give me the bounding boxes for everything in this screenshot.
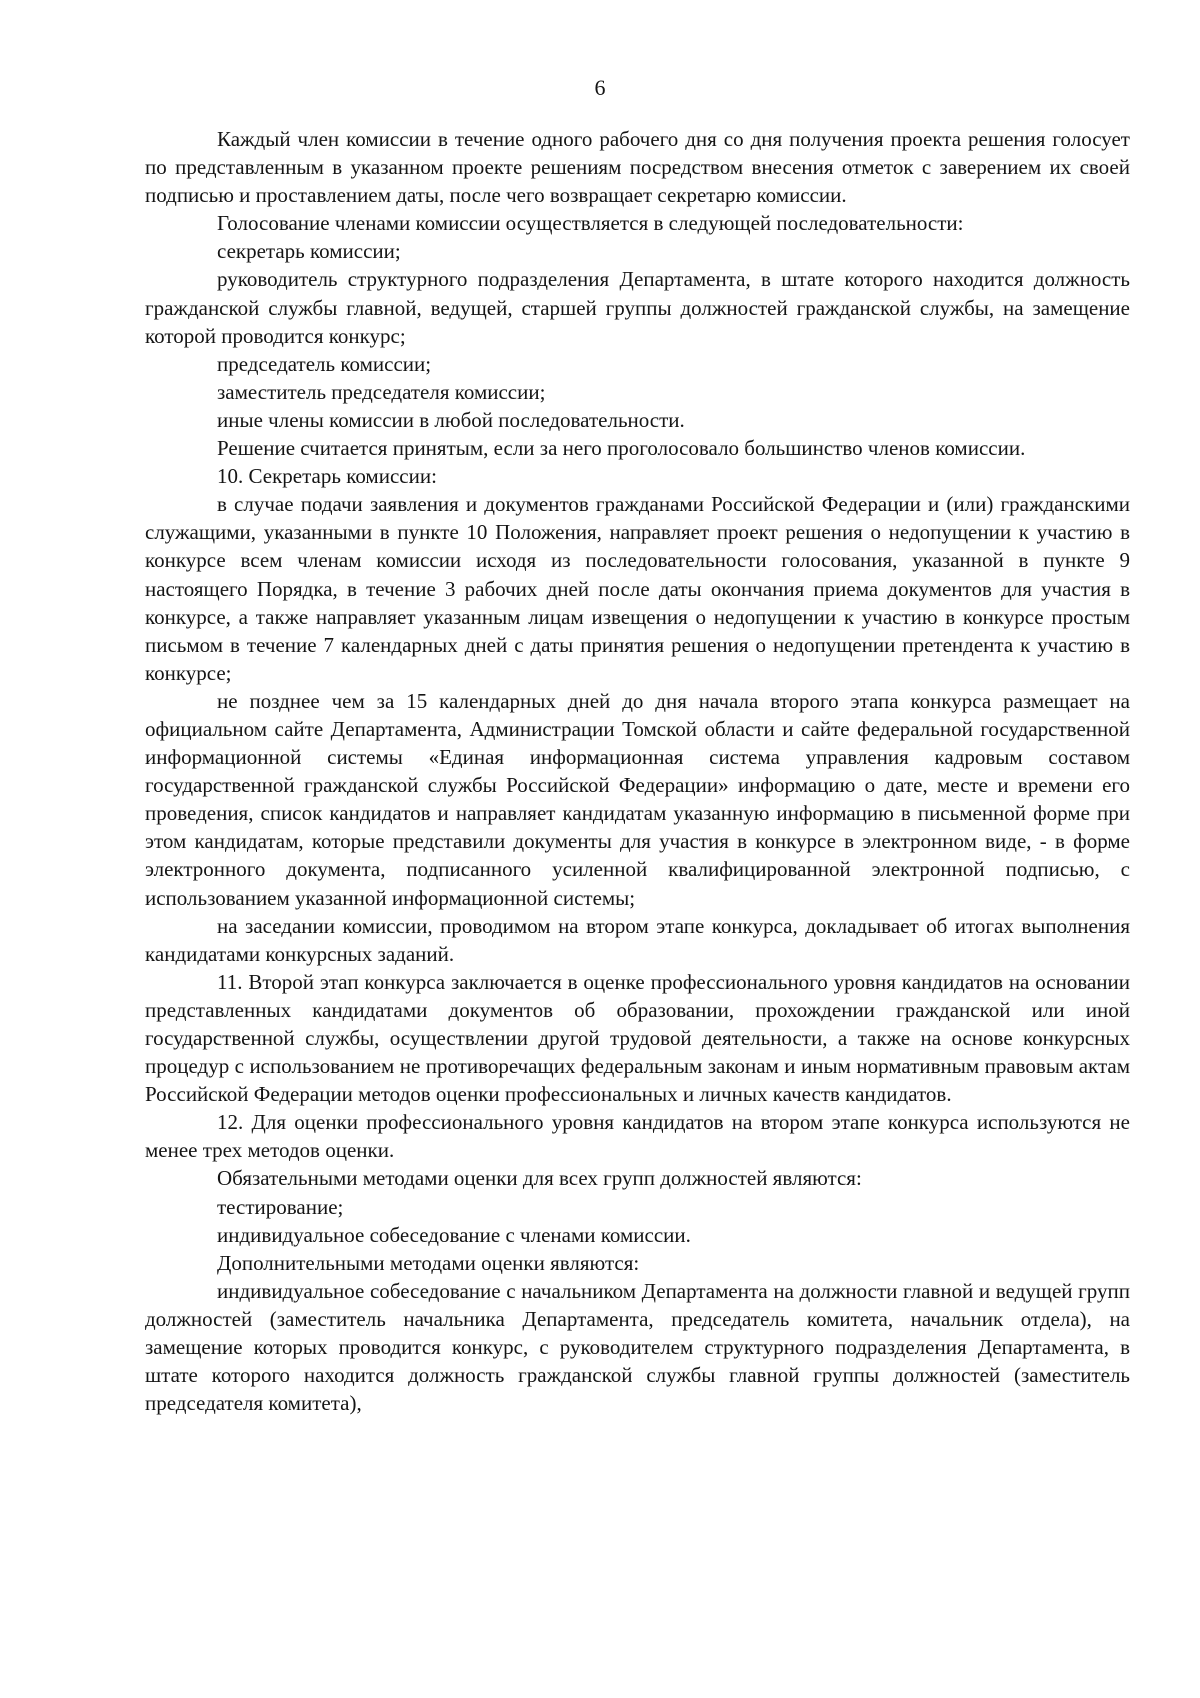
paragraph: 12. Для оценки профессионального уровня кандидатов на втором этапе конкурса используются не менее трех методов оценки. <box>145 1110 1130 1163</box>
paragraph: заместитель председателя комиссии; <box>217 379 546 404</box>
paragraph: секретарь комиссии; <box>217 239 401 264</box>
paragraph: на заседании комиссии, проводимом на втором этапе конкурса, докладывает об итогах выполнения кандидатами конкурсных заданий. <box>145 913 1130 966</box>
page-number: 6 <box>594 75 606 100</box>
paragraph: индивидуальное собеседование с членами комиссии. <box>217 1222 691 1247</box>
paragraph: в случае подачи заявления и документов гражданами Российской Федерации и (или) гражданскими служащими, указанными в пункте 10 Положения, направляет проект решения о недопущении к участию в конкурсе всем членам комиссии исходя из последовательности голосования, указанной в пункте 9 настоящего Порядка, в течение 3 рабочих дней после даты окончания приема документов для участия в конкурсе, а также направляет указанным лицам извещения о недопущении к участию в конкурсе простым письмом в течение 7 календарных дней с даты принятия решения о недопущении претендента к участию в конкурсе; <box>145 492 1130 685</box>
paragraph: Дополнительными методами оценки являются: <box>217 1250 640 1275</box>
section-heading: 10. Секретарь комиссии: <box>217 464 437 489</box>
document-body <box>145 125 1130 1417</box>
paragraph: Обязательными методами оценки для всех групп должностей являются: <box>217 1166 862 1191</box>
paragraph: тестирование; <box>217 1194 344 1219</box>
paragraph: не позднее чем за 15 календарных дней до дня начала второго этапа конкурса размещает на официальном сайте Департамента, Администрации Томской области и сайте федеральной государственной информационной системы «Единая информационная система управления кадровым составом государственной гражданской службы Российской Федерации» информацию о дате, месте и времени его проведения, список кандидатов и направляет кандидатам указанную информацию в письменной форме при этом кандидатам, которые представили документы для участия в конкурсе в электронном виде, - в форме электронного документа, подписанного усиленной квалифицированной электронной подписью, с использованием указанной информационной системы; <box>145 688 1130 910</box>
paragraph: руководитель структурного подразделения Департамента, в штате которого находится должность гражданской службы главной, ведущей, старшей группы должностей гражданской службы, на замещение которой проводится конкурс; <box>145 267 1130 348</box>
paragraph: индивидуальное собеседование с начальником Департамента на должности главной и ведущей групп должностей (заместитель начальника Департамента, председатель комитета, начальник отдела), на замещение которых проводится конкурс, с руководителем структурного подразделения Департамента, в штате которого находится должность гражданской службы главной группы должностей (заместитель председателя комитета), <box>145 1278 1130 1416</box>
paragraph: иные члены комиссии в любой последовательности. <box>217 407 685 432</box>
paragraph: 11. Второй этап конкурса заключается в оценке профессионального уровня кандидатов на основании представленных кандидатами документов об образовании, прохождении гражданской или иной государственной службы, осуществлении другой трудовой деятельности, а также на основе конкурсных процедур с использованием не противоречащих федеральным законам и иным нормативным правовым актам Российской Федерации методов оценки профессиональных и личных качеств кандидатов. <box>145 969 1130 1107</box>
paragraph: Каждый член комиссии в течение одного рабочего дня со дня получения проекта решения голосует по представленным в указанном проекте решениям посредством внесения отметок с заверением их своей подписью и проставлением даты, после чего возвращает секретарю комиссии. <box>145 127 1130 208</box>
paragraph: председатель комиссии; <box>217 351 432 376</box>
paragraph: Решение считается принятым, если за него проголосовало большинство членов комиссии. <box>217 436 1026 461</box>
paragraph: Голосование членами комиссии осуществляется в следующей последовательности: <box>217 211 964 236</box>
